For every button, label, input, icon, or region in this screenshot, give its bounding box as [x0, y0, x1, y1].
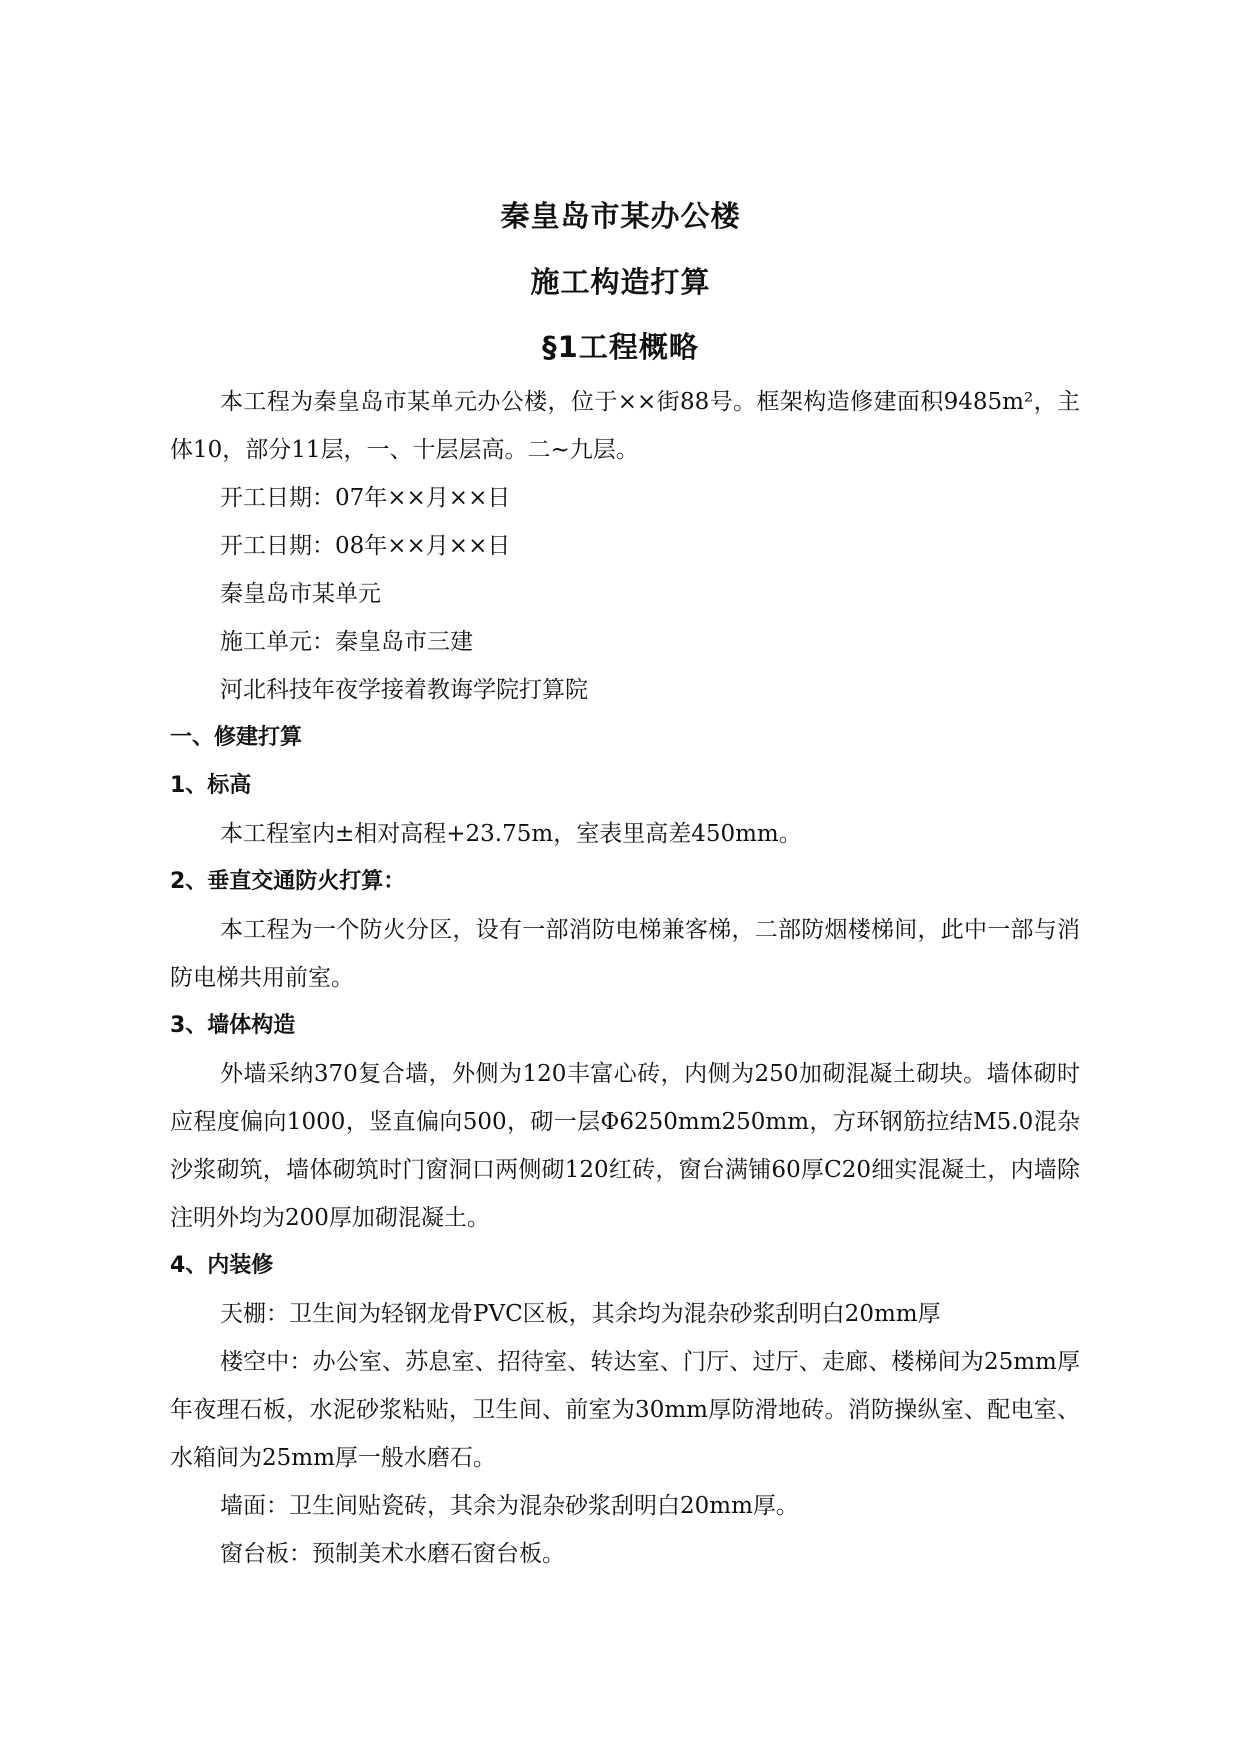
wall-finish-paragraph: 墙面：卫生间贴瓷砖，其余为混杂砂浆刮明白20mm厚。 [220, 1493, 799, 1519]
window-sill-paragraph: 窗台板：预制美术水磨石窗台板。 [220, 1541, 565, 1567]
chapter-title: §1工程概略 [542, 330, 699, 364]
overview-paragraph: 本工程为秦皇岛市某单元办公楼，位于××街88号。框架构造修建面积9485m²，主体10，部分11层，一、十层层高。二~九层。 [170, 389, 1080, 463]
interior-heading: 4、内装修 [170, 1253, 274, 1278]
elevation-heading: 1、标高 [170, 773, 252, 798]
ceiling-paragraph: 天棚：卫生间为轻钢龙骨PVC区板，其余均为混杂砂浆刮明白20mm厚 [220, 1301, 941, 1327]
start-date-line: 开工日期：07年××月××日 [220, 485, 511, 511]
fire-paragraph: 本工程为一个防火分区，设有一部消防电梯兼客梯，二部防烟楼梯间，此中一部与消防电梯共用前室。 [170, 917, 1080, 991]
floor-paragraph: 楼空中：办公室、苏息室、招待室、转达室、门厅、过厅、走廊、楼梯间为25mm厚年夜理石板，水泥砂浆粘贴，卫生间、前室为30mm厚防滑地砖。消防操纵室、配电室、水箱间为25mm厚一般水磨石。 [170, 1349, 1080, 1471]
fire-heading: 2、垂直交通防火打算： [170, 869, 406, 894]
document-body [170, 378, 1080, 1578]
contractor-line: 施工单元：秦皇岛市三建 [220, 629, 473, 655]
owner-line: 秦皇岛市某单元 [220, 581, 381, 607]
document-subtitle: 施工构造打算 [530, 265, 711, 299]
walls-heading: 3、墙体构造 [170, 1013, 296, 1038]
walls-paragraph: 外墙采纳370复合墙，外侧为120丰富心砖，内侧为250加砌混凝土砌块。墙体砌时应程度偏向1000，竖直偏向500，砌一层Φ6250mm250mm，方环钢筋拉结M5.0混杂沙浆砌筑，墙体砌筑时门窗洞口两侧砌120红砖，窗台满铺60厚C20细实混凝土，内墙除注明外均为200厚加砌混凝土。 [170, 1061, 1080, 1231]
document-title: 秦皇岛市某办公楼 [500, 199, 741, 233]
section-heading: 一、修建打算 [170, 725, 303, 750]
end-date-line: 开工日期：08年××月××日 [220, 533, 511, 559]
elevation-paragraph: 本工程室内±相对高程+23.75m，室表里高差450mm。 [220, 821, 802, 847]
designer-line: 河北科技年夜学接着教诲学院打算院 [220, 677, 588, 703]
